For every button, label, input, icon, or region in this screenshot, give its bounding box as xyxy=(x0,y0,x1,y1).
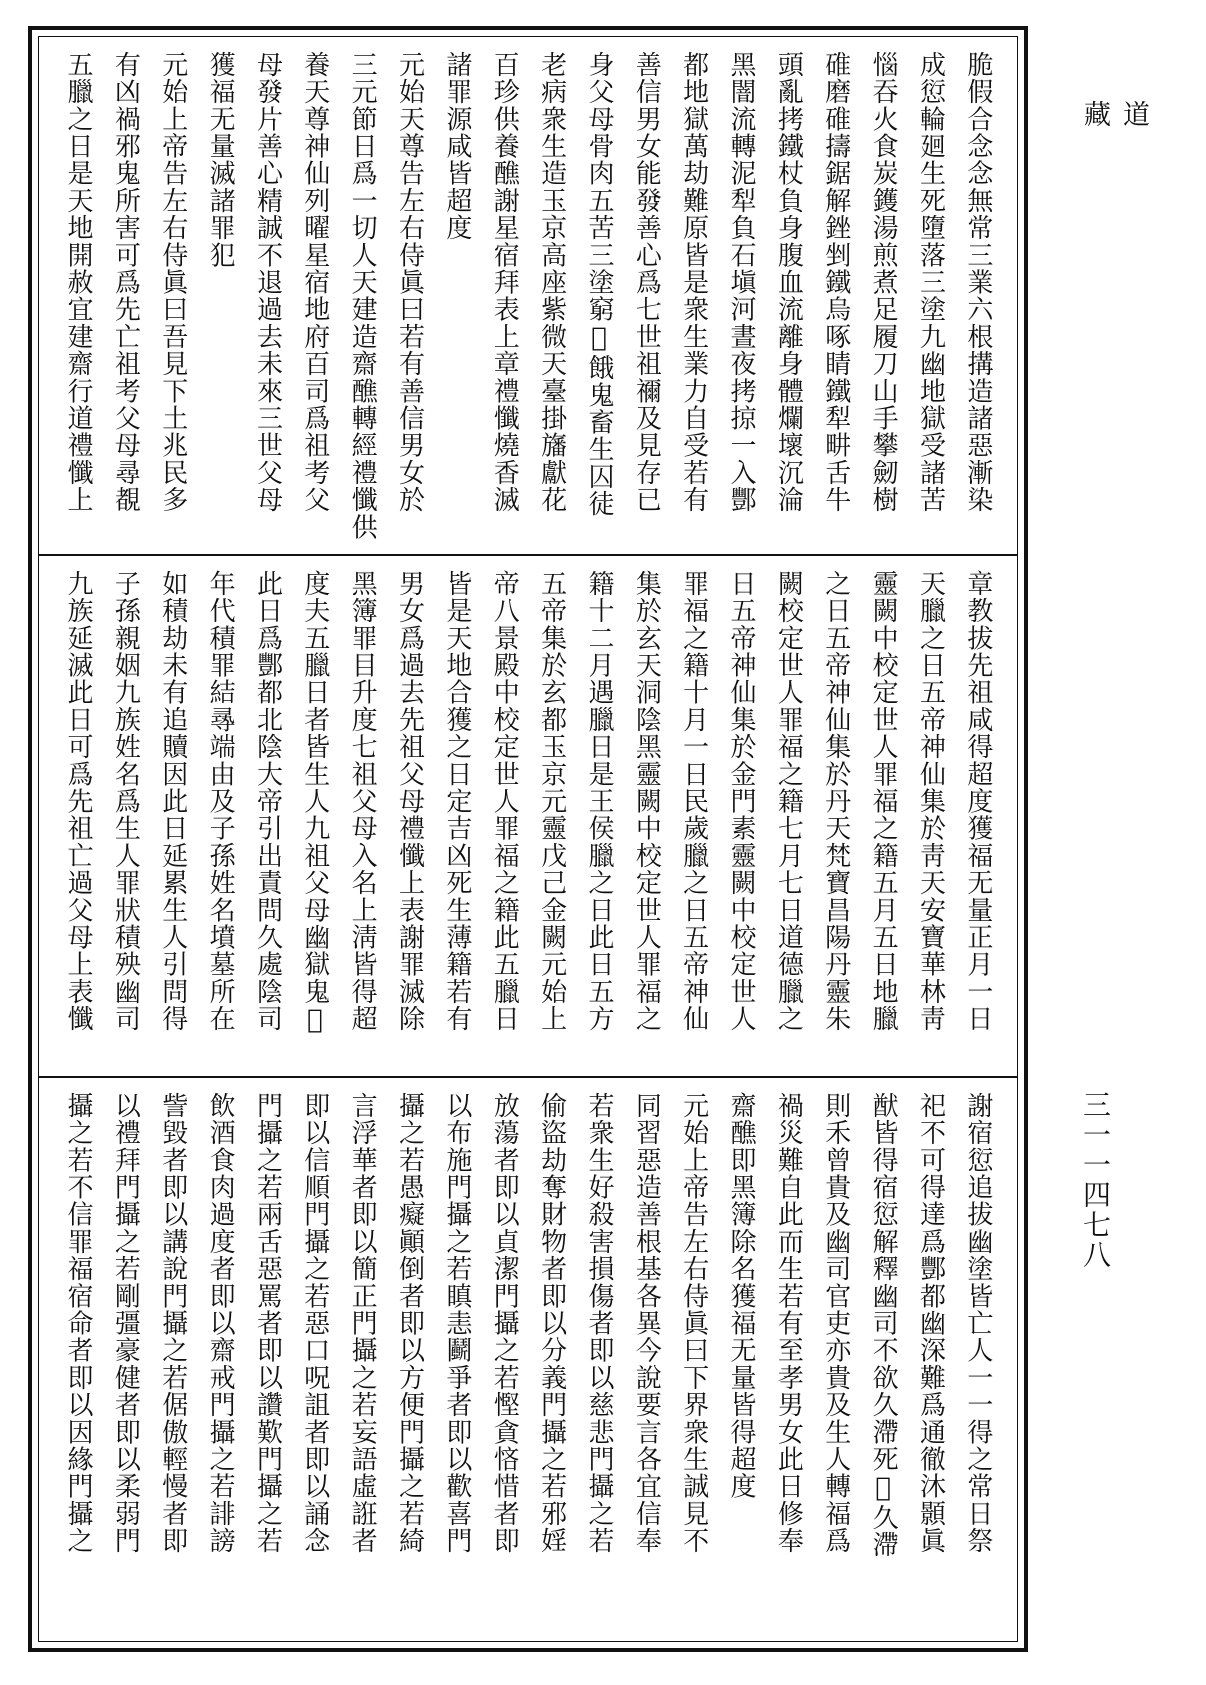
text-column: 即以信順門攝之若惡口呪詛者即以誦念 xyxy=(299,1092,330,1555)
text-column: 獲福无量滅諸罪犯 xyxy=(205,51,236,269)
text-column: 靈闕中校定世人罪福之籍五月五日地臘 xyxy=(868,570,899,1033)
text-column: 偷盜劫奪財物者即以分義門攝之若邪婬 xyxy=(536,1092,567,1555)
text-column: 元始上帝告左右侍眞曰下界衆生誠見不 xyxy=(678,1092,709,1555)
text-column: 脆假合念念無常三業六根搆造諸惡漸染 xyxy=(962,51,993,514)
text-column: 子孫親姻九族姓名爲生人罪狀積殃幽司 xyxy=(110,570,141,1033)
text-column: 年代積罪結㝷端由及子孫姓名墳墓所在 xyxy=(205,570,236,1033)
section-1 xyxy=(39,37,1017,554)
text-column: 齋醮即黑簿除名獲福无量皆得超度 xyxy=(726,1092,757,1500)
text-column: 黑闇流轉泥犁負石塡河晝夜拷掠一入酆 xyxy=(726,51,757,514)
text-column: 帝八景殿中校定世人罪福之籍此五臘日 xyxy=(489,570,520,1033)
column-group-2 xyxy=(57,570,999,1066)
text-column: 黑簿罪目升度七祖父母入名上淸皆得超 xyxy=(347,570,378,1033)
text-column: 男女爲過去先祖父母禮懺上表謝罪滅除 xyxy=(394,570,425,1033)
text-column: 有凶禍邪鬼所害可爲先亡祖考父母尋覩 xyxy=(110,51,141,514)
text-column: 皆是天地合獲之日定吉凶死生薄籍若有 xyxy=(441,570,472,1033)
text-column: 九族延滅此日可爲先祖亡過父母上表懺 xyxy=(63,570,93,1033)
margin-title xyxy=(1075,100,1153,157)
text-column: 攝之若不信罪福宿命者即以因緣門攝之 xyxy=(63,1092,93,1555)
text-column: 攝之若愚癡顚倒者即以方便門攝之若綺 xyxy=(394,1092,425,1555)
text-column: 度夫五臘日者皆生人九祖父母幽獄鬼𥨊 xyxy=(299,570,330,1037)
text-column: 章教拔先祖咸得超度獲福无量正月一日 xyxy=(962,570,993,1033)
text-column: 祀不可得達爲酆都幽深難爲通徹沐顥眞 xyxy=(915,1092,946,1555)
text-column: 籍十二月遇臘日是王侯臘之日此日五方 xyxy=(583,570,614,1033)
text-column: 門攝之若兩舌惡罵者即以讚歎門攝之若 xyxy=(252,1092,283,1555)
text-column: 猷皆得宿愆解釋幽司不欲久滯死𥨊久滯 xyxy=(868,1092,899,1559)
text-column: 禍災難自此而生若有至孝男女此日修奉 xyxy=(773,1092,804,1555)
margin-title-bottom: 藏 xyxy=(1079,100,1110,157)
text-column: 同習惡造善根基各異今說要言各宜信奉 xyxy=(631,1092,662,1555)
text-column: 日五帝神仙集於金門素靈闕中校定世人 xyxy=(726,570,757,1033)
section-2 xyxy=(39,556,1017,1076)
text-column: 以布施門攝之若瞋恚鬬爭者即以歡喜門 xyxy=(441,1092,472,1555)
text-column: 元始上帝告左右侍眞曰吾見下土兆民多 xyxy=(157,51,188,514)
page-number: 三一一四七八 xyxy=(1079,1090,1112,1270)
text-column: 三元節日爲一切人天建造齋醮轉經禮懺供 xyxy=(347,51,378,541)
text-column: 天臘之日五帝神仙集於靑天安寶華林靑 xyxy=(915,570,946,1033)
text-column: 善信男女能發善心爲七世祖禰及見存已 xyxy=(631,51,662,514)
text-column: 百珍供養醮謝星宿拜表上章禮懺燒香滅 xyxy=(489,51,520,514)
text-column: 惱吞火食炭鑊湯煎煮足履刀山手攀劒樹 xyxy=(868,51,899,514)
text-column: 身父母骨肉五苦三塗窮𥨊餓鬼畜生囚徒 xyxy=(583,51,614,518)
column-group-1 xyxy=(57,51,999,544)
text-block xyxy=(38,36,1018,1642)
text-column: 以禮拜門攝之若剛彊豪健者即以柔弱門 xyxy=(110,1092,141,1555)
text-column: 元始天尊告左右侍眞曰若有善信男女於 xyxy=(394,51,425,514)
text-column: 養天尊神仙列曜星宿地府百司爲祖考父 xyxy=(299,51,330,514)
text-column: 母發片善心精誠不退過去未來三世父母 xyxy=(252,51,283,514)
text-column: 頭亂拷鐵杖負身腹血流離身體爛壞沉淪 xyxy=(773,51,804,514)
text-column: 此日爲酆都北陰大帝引出責問久處陰司 xyxy=(252,570,283,1033)
text-column: 諸罪源咸皆超度 xyxy=(441,51,472,242)
text-column: 如積劫未有追贖因此日延累生人引問得 xyxy=(157,570,188,1033)
text-column: 言浮華者即以簡正門攝之若妄語虛誑者 xyxy=(347,1092,378,1555)
page-frame xyxy=(28,26,1028,1652)
text-column: 之日五帝神仙集於丹天梵寶昌陽丹靈朱 xyxy=(820,570,851,1033)
margin-title-top: 道 xyxy=(1118,100,1149,157)
text-column: 訾毀者即以講說門攝之若倨傲輕慢者即 xyxy=(157,1092,188,1555)
text-column: 集於玄天洞陰黑靈闕中校定世人罪福之 xyxy=(631,570,662,1033)
text-column: 罪福之籍十月一日民歲臘之日五帝神仙 xyxy=(678,570,709,1033)
text-column: 闕校定世人罪福之籍七月七日道德臘之 xyxy=(773,570,804,1033)
text-column: 謝宿愆追拔幽塗皆亡人一一得之常日祭 xyxy=(962,1092,993,1555)
text-column: 成愆輪廻生死墮落三塗九幽地獄受諸苦 xyxy=(915,51,946,514)
text-column: 若衆生好殺害損傷者即以慈悲門攝之若 xyxy=(583,1092,614,1555)
text-column: 老病衆生造玉京高座紫微天臺掛旛獻花 xyxy=(536,51,567,514)
text-column: 碓磨碓擣鋸解銼剉鐵烏啄睛鐵犁畊舌牛 xyxy=(820,51,851,514)
text-column: 放蕩者即以貞潔門攝之若慳貪悋惜者即 xyxy=(489,1092,520,1555)
text-column: 五臘之日是天地開赦宜建齋行道禮懺上 xyxy=(63,51,93,514)
column-group-3 xyxy=(57,1092,999,1635)
section-3 xyxy=(39,1078,1017,1645)
text-column: 都地獄萬劫難原皆是衆生業力自受若有 xyxy=(678,51,709,514)
text-column: 五帝集於玄都玉京元靈戊己金闕元始上 xyxy=(536,570,567,1033)
text-column: 飲酒食肉過度者即以齋戒門攝之若誹謗 xyxy=(205,1092,236,1555)
text-column: 則禾曾貴及幽司官吏亦貴及生人轉福爲 xyxy=(820,1092,851,1555)
